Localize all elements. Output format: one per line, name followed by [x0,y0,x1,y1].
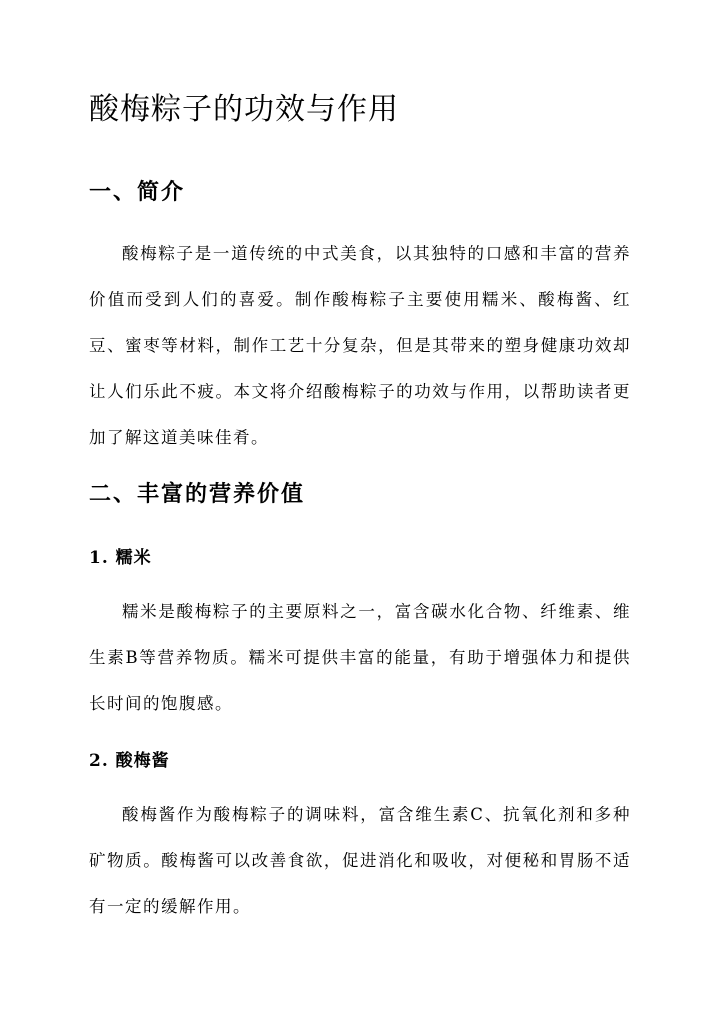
page-title: 酸梅粽子的功效与作用 [89,92,399,127]
intro-paragraph: 酸梅粽子是一道传统的中式美食，以其独特的口感和丰富的营养价值而受到人们的喜爱。制作酸梅粽子主要使用糯米、酸梅酱、红豆、蜜枣等材料，制作工艺十分复杂，但是其带来的塑身健康功效却让人们乐此不疲。本文将介绍酸梅粽子的功效与作用，以帮助读者更加了解这道美味佳肴。 [89,244,631,447]
subsection-heading-plum-sauce: 2. 酸梅酱 [89,751,170,771]
section-heading-intro: 一、简介 [89,179,186,205]
plum-sauce-paragraph: 酸梅酱作为酸梅粽子的调味料，富含维生素C、抗氧化剂和多种矿物质。酸梅酱可以改善食欲，促进消化和吸收，对便秘和胃肠不适有一定的缓解作用。 [89,805,631,916]
subsection-heading-glutinous-rice: 1. 糯米 [89,548,152,568]
section-heading-nutrition: 二、丰富的营养价值 [89,481,306,507]
glutinous-rice-paragraph: 糯米是酸梅粽子的主要原料之一，富含碳水化合物、纤维素、维生素B等营养物质。糯米可提供丰富的能量，有助于增强体力和提供长时间的饱腹感。 [89,602,631,713]
